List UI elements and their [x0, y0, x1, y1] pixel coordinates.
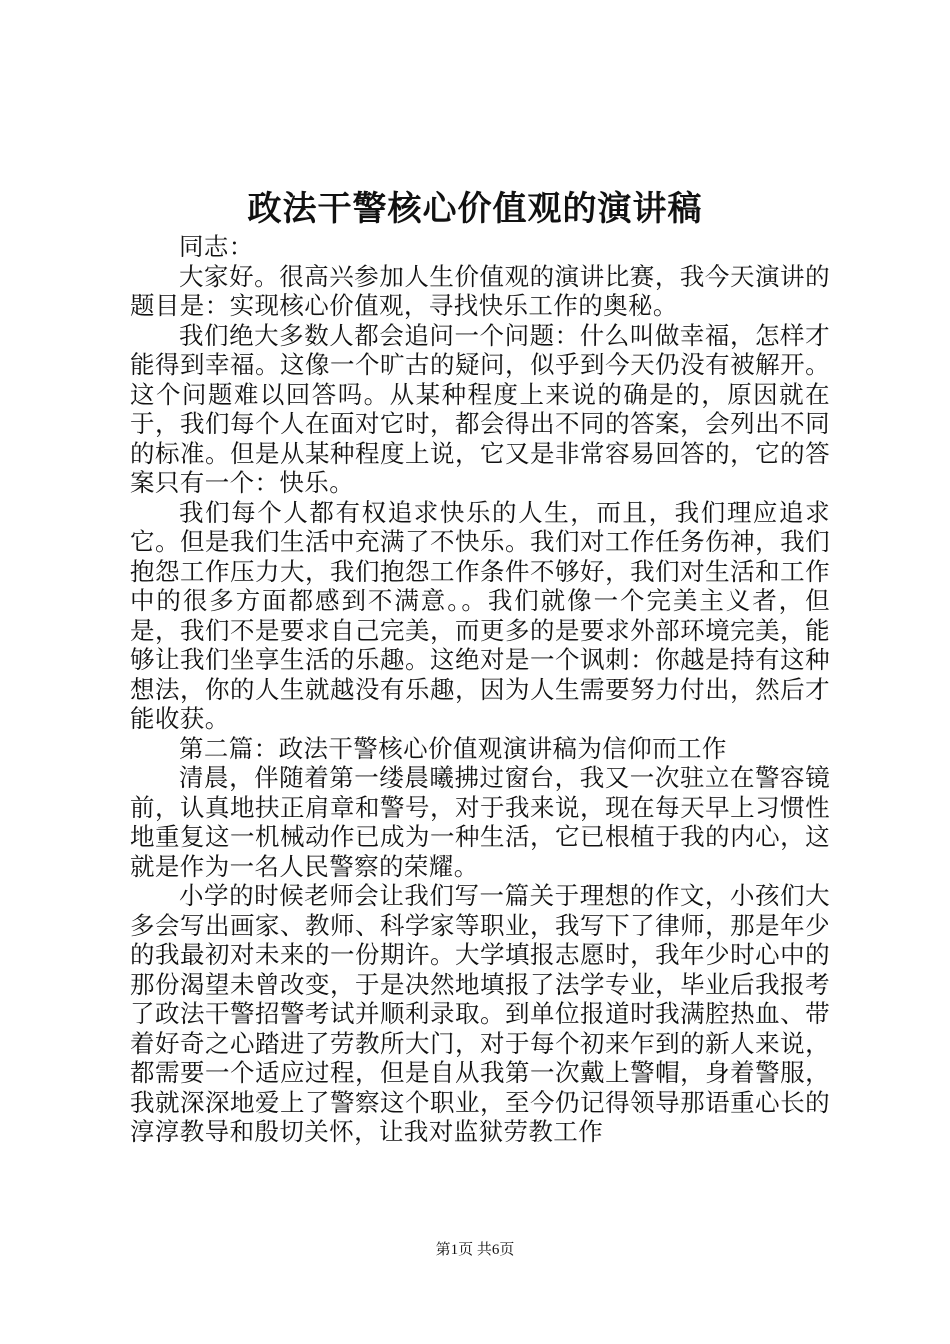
body-paragraph: 大家好。很高兴参加人生价值观的演讲比赛，我今天演讲的题目是：实现核心价值观，寻找快乐工作的奥秘。: [130, 261, 830, 320]
body-paragraph: 小学的时候老师会让我们写一篇关于理想的作文，小孩们大多会写出画家、教师、科学家等职业，我写下了律师，那是年少的我最初对未来的一份期许。大学填报志愿时，我年少时心中的那份渴望未曾改变，于是决然地填报了法学专业，毕业后我报考了政法干警招警考试并顺利录取。到单位报道时我满腔热血、带着好奇之心踏进了劳教所大门，对于每个初来乍到的新人来说，都需要一个适应过程，但是自从我第一次戴上警帽，身着警服，我就深深地爱上了警察这个职业，至今仍记得领导那语重心长的淳淳教导和殷切关怀，让我对监狱劳教工作: [130, 881, 830, 1146]
document-body: [130, 232, 830, 1147]
document-title: 政法干警核心价值观的演讲稿: [247, 189, 703, 229]
salutation-paragraph: 同志：: [179, 232, 254, 261]
body-paragraph: 我们绝大多数人都会追问一个问题：什么叫做幸福，怎样才能得到幸福。这像一个旷古的疑问，似乎到今天仍没有被解开。这个问题难以回答吗。从某种程度上来说的确是的，原因就在于，我们每个人在面对它时，都会得出不同的答案，会列出不同的标准。但是从某种程度上说，它又是非常容易回答的，它的答案只有一个：快乐。: [130, 320, 830, 497]
section-heading: 第二篇：政法干警核心价值观演讲稿为信仰而工作: [179, 733, 727, 763]
page-number-footer: 第1页 共6页: [435, 1242, 515, 1258]
body-paragraph: 清晨，伴随着第一缕晨曦拂过窗台，我又一次驻立在警容镜前，认真地扶正肩章和警号，对于我来说，现在每天早上习惯性地重复这一机械动作已成为一种生活，它已根植于我的内心，这就是作为一名人民警察的荣耀。: [130, 763, 830, 881]
body-paragraph: 我们每个人都有权追求快乐的人生，而且，我们理应追求它。但是我们生活中充满了不快乐。我们对工作任务伤神，我们抱怨工作压力大，我们抱怨工作条件不够好，我们对生活和工作中的很多方面都感到不满意。。我们就像一个完美主义者，但是，我们不是要求自己完美，而更多的是要求外部环境完美，能够让我们坐享生活的乐趣。这绝对是一个讽刺：你越是持有这种想法，你的人生就越没有乐趣，因为人生需要努力付出，然后才能收获。: [130, 497, 830, 733]
